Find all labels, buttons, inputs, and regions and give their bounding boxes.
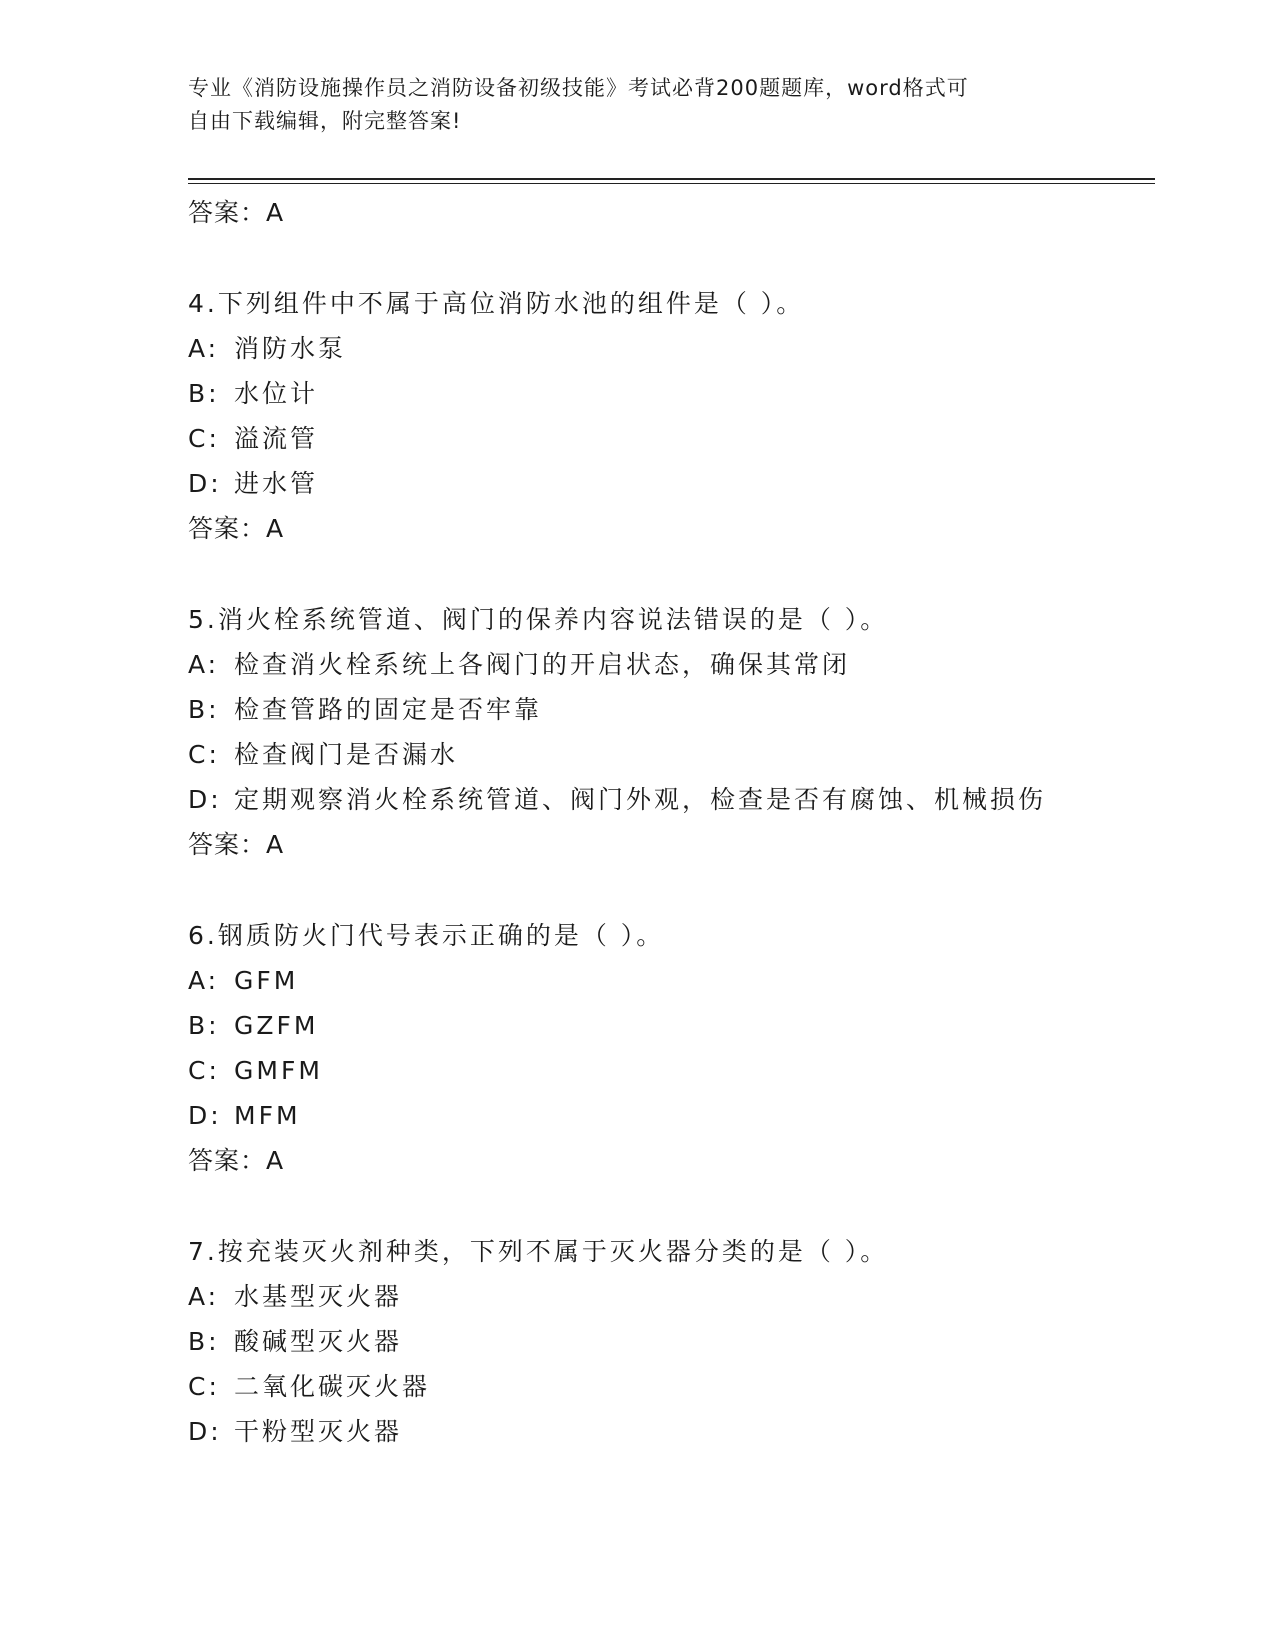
question-stem: 5.消火栓系统管道、阀门的保养内容说法错误的是（ ）。: [188, 605, 889, 634]
option-a: [188, 642, 1155, 687]
answer-line: 答案：A: [188, 198, 285, 227]
option-b: [188, 1319, 1155, 1364]
option-key: C:: [188, 424, 220, 453]
option-text: 水基型灭火器: [234, 1282, 403, 1311]
option-key: D:: [188, 785, 222, 814]
option-key: A:: [188, 966, 220, 995]
question-stem: 4.下列组件中不属于高位消防水池的组件是（ ）。: [188, 289, 805, 318]
option-b: [188, 371, 1155, 416]
question-stem: 6.钢质防火门代号表示正确的是（ ）。: [188, 921, 665, 950]
option-text: GFM: [234, 966, 299, 995]
question-stem: 7.按充装灭火剂种类，下列不属于灭火器分类的是（ ）。: [188, 1237, 889, 1266]
option-key: A:: [188, 334, 220, 363]
answer-line: 答案：A: [188, 1146, 285, 1175]
option-text: 二氧化碳灭火器: [234, 1372, 431, 1401]
option-text: 检查阀门是否漏水: [234, 740, 459, 769]
header-title-line-2: 自由下载编辑，附完整答案!: [188, 109, 462, 133]
option-b: [188, 1003, 1155, 1048]
option-key: D:: [188, 1101, 222, 1130]
header-divider-thin: [188, 183, 1155, 184]
option-a: [188, 1274, 1155, 1319]
option-d: [188, 461, 1155, 506]
answer-line: 答案：A: [188, 830, 285, 859]
option-c: [188, 1364, 1155, 1409]
question-item: [188, 597, 1155, 867]
question-item: [188, 1229, 1155, 1454]
option-d: [188, 777, 1155, 822]
answer-line: 答案：A: [188, 514, 285, 543]
option-text: GMFM: [234, 1056, 323, 1085]
option-b: [188, 687, 1155, 732]
option-key: A:: [188, 1282, 220, 1311]
option-key: D:: [188, 1417, 222, 1446]
header-title-line-1: 专业《消防设施操作员之消防设备初级技能》考试必背200题题库，word格式可: [188, 76, 969, 100]
option-text: 检查消火栓系统上各阀门的开启状态，确保其常闭: [234, 650, 851, 679]
question-list: [188, 190, 1155, 1454]
option-text: 水位计: [234, 379, 319, 408]
option-c: [188, 1048, 1155, 1093]
option-key: C:: [188, 1372, 220, 1401]
question-item: [188, 913, 1155, 1183]
option-key: B:: [188, 1327, 220, 1356]
option-d: [188, 1409, 1155, 1454]
option-key: D:: [188, 469, 222, 498]
option-text: 检查管路的固定是否牢靠: [234, 695, 543, 724]
option-text: 干粉型灭火器: [234, 1417, 403, 1446]
option-c: [188, 732, 1155, 777]
option-a: [188, 326, 1155, 371]
option-key: C:: [188, 1056, 220, 1085]
option-key: A:: [188, 650, 220, 679]
option-text: GZFM: [234, 1011, 319, 1040]
option-text: 溢流管: [234, 424, 319, 453]
option-text: MFM: [234, 1101, 301, 1130]
option-d: [188, 1093, 1155, 1138]
option-a: [188, 958, 1155, 1003]
option-text: 进水管: [234, 469, 319, 498]
option-text: 酸碱型灭火器: [234, 1327, 403, 1356]
option-text: 定期观察消火栓系统管道、阀门外观，检查是否有腐蚀、机械损伤: [234, 785, 1047, 814]
option-key: B:: [188, 379, 220, 408]
option-c: [188, 416, 1155, 461]
option-key: C:: [188, 740, 220, 769]
option-text: 消防水泵: [234, 334, 347, 363]
option-key: B:: [188, 695, 220, 724]
header-divider-thick: [188, 178, 1155, 180]
document-header: [188, 72, 1068, 138]
option-key: B:: [188, 1011, 220, 1040]
question-item: [188, 281, 1155, 551]
